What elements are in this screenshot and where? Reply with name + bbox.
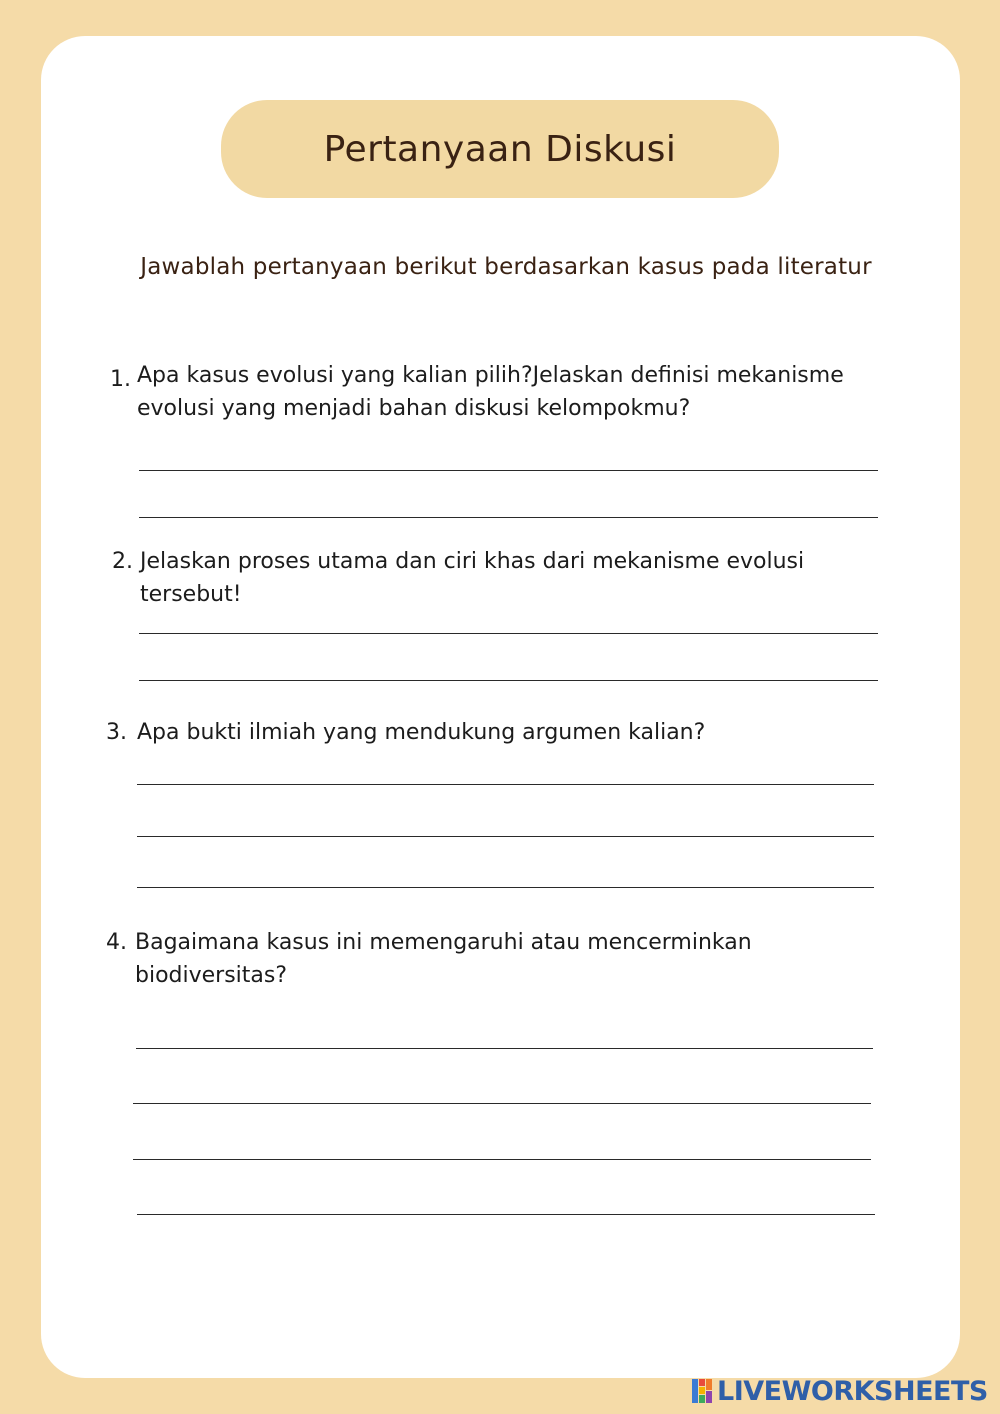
question-text: Bagaimana kasus ini memengaruhi atau mencerminkan biodiversitas? <box>135 930 752 988</box>
brand-name: LIVEWORKSHEETS <box>717 1375 988 1407</box>
answer-line[interactable] <box>137 836 874 837</box>
question-number: 3. <box>106 720 127 745</box>
answer-line[interactable] <box>139 633 878 634</box>
question-number: 1. <box>110 367 131 392</box>
question-1 <box>106 359 866 429</box>
answer-line[interactable] <box>133 1103 871 1104</box>
answer-line[interactable] <box>137 784 874 785</box>
page-title: Pertanyaan Diskusi <box>323 128 677 170</box>
question-4 <box>106 926 866 996</box>
question-3 <box>106 716 866 752</box>
answer-line[interactable] <box>133 1159 871 1160</box>
answer-line[interactable] <box>137 1214 875 1215</box>
instructions: Jawablah pertanyaan berikut berdasarkan kasus pada literatur <box>140 254 872 280</box>
worksheet-card <box>41 36 960 1378</box>
answer-line[interactable] <box>136 1048 873 1049</box>
answer-line[interactable] <box>139 517 878 518</box>
answer-line[interactable] <box>137 887 874 888</box>
question-2 <box>112 545 872 615</box>
question-text: Jelaskan proses utama dan ciri khas dari mekanisme evolusi tersebut! <box>140 549 805 607</box>
liveworksheets-logo[interactable] <box>692 1376 988 1406</box>
liveworksheets-logo-icon <box>692 1379 714 1403</box>
answer-line[interactable] <box>139 680 878 681</box>
question-text: Apa kasus evolusi yang kalian pilih?Jelaskan definisi mekanisme evolusi yang menjadi bahan diskusi kelompokmu? <box>137 363 844 421</box>
question-text: Apa bukti ilmiah yang mendukung argumen kalian? <box>137 720 706 745</box>
title-banner <box>221 100 779 198</box>
question-number: 2. <box>112 549 133 574</box>
answer-line[interactable] <box>139 470 878 471</box>
question-number: 4. <box>106 930 127 955</box>
